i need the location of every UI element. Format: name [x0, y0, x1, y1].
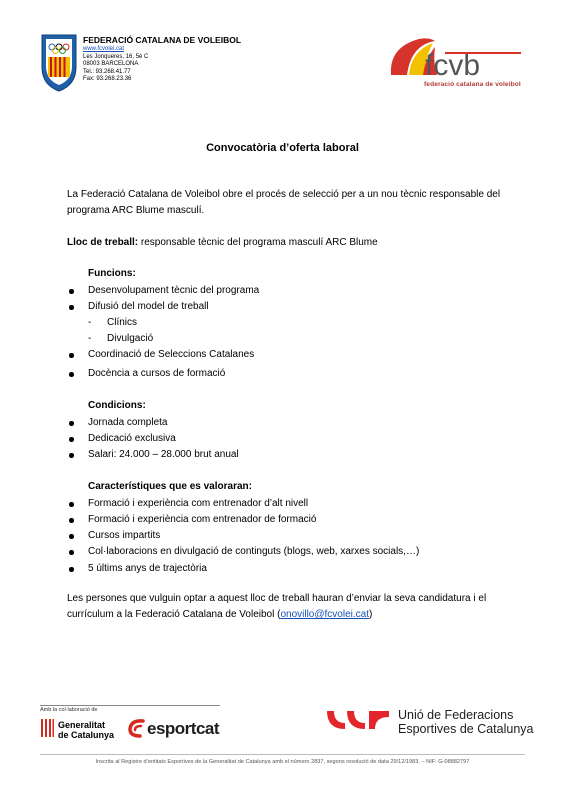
email-link[interactable]: onovillo@fcvolei.cat [280, 609, 369, 620]
characteristics-heading: Característiques que es valoraran: [88, 481, 252, 492]
bullet-icon [69, 372, 74, 377]
closing-end: ) [368, 609, 373, 620]
bullet-icon [69, 502, 74, 507]
collaboration-divider [40, 705, 220, 706]
ufec-logo-icon [325, 709, 391, 731]
website-link[interactable]: www.fcvolei.cat [83, 46, 125, 52]
dash-icon: - [88, 317, 92, 328]
esportcat-icon [127, 718, 147, 738]
generalitat-flag-icon [40, 718, 54, 738]
fax-number: Fax: 93.268.23.36 [83, 76, 132, 83]
workplace-label: Lloc de treball: [67, 237, 139, 248]
fcvb-subtitle: federació catalana de voleibol [424, 81, 521, 88]
dash-icon: - [88, 333, 92, 344]
bullet-icon [69, 421, 74, 426]
address-line-2: 08003 BARCELONA [83, 61, 139, 68]
federation-contact-block [83, 35, 241, 84]
bullet-icon [69, 289, 74, 294]
footer-divider [40, 754, 525, 755]
intro-paragraph: La Federació Catalana de Voleibol obre el procés de selecció per a un nou tècnic responsable del programa ARC Blume masculí. [67, 189, 501, 216]
closing-paragraph [67, 591, 507, 623]
bullet-icon [69, 437, 74, 442]
document-title: Convocatòria d’oferta laboral [206, 142, 359, 154]
fcvb-wordmark: fcvb [425, 49, 481, 82]
collaboration-label: Amb la col·laboració de [40, 707, 98, 713]
footer-registration-note: Inscrita al Registre d’entitats Esportives de la Generalitat de Catalunya amb el número 2837, segons resolució de data 29/12/1983. – NIF: G-08882797 [95, 759, 470, 765]
federation-name: FEDERACIÓ CATALANA DE VOLEIBOL [83, 35, 242, 45]
closing-text: Les persones que vulguin optar a aquest lloc de treball hauran d’enviar la seva candidatura i el currículum a la Federació Catalana de Voleibol ( [67, 593, 487, 620]
address-line-1: Les Jonqueres, 16, 5è C [83, 53, 149, 60]
federation-crest-logo [40, 33, 78, 93]
bullet-icon [69, 534, 74, 539]
bullet-icon [69, 453, 74, 458]
bullet-icon [69, 353, 74, 358]
workplace-value: responsable tècnic del programa masculí ARC Blume [138, 237, 378, 248]
ufec-logo-text: Unió de Federacions Esportives de Catalunya [398, 708, 534, 736]
esportcat-logo-text: esportcat [147, 719, 220, 738]
conditions-heading: Condicions: [88, 400, 146, 411]
functions-heading: Funcions: [88, 268, 136, 279]
phone-number: Tel.: 93.268.41.77 [83, 68, 131, 75]
bullet-icon [69, 305, 74, 310]
bullet-icon [69, 567, 74, 572]
generalitat-logo-text: Generalitat de Catalunya [58, 720, 115, 740]
workplace-line [67, 235, 507, 251]
bullet-icon [69, 518, 74, 523]
bullet-icon [69, 550, 74, 555]
